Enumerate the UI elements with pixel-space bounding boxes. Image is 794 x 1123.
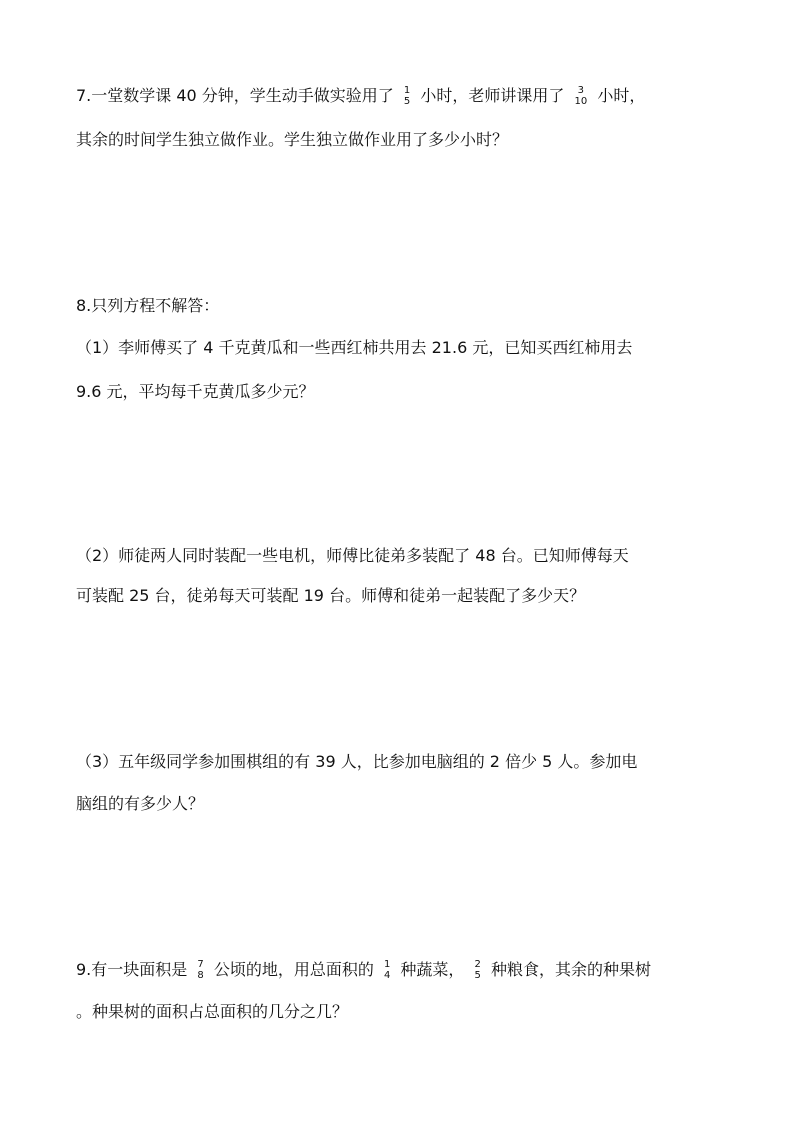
q9-line-1 bbox=[76, 958, 651, 982]
fraction-numerator: 2 bbox=[474, 958, 481, 970]
fraction-3-10 bbox=[573, 85, 588, 107]
fraction-numerator: 3 bbox=[577, 84, 585, 96]
q9-text-1: 9.有一块面积是 bbox=[76, 960, 188, 979]
q8-part1-line-2: 9.6 元，平均每千克黄瓜多少元？ bbox=[76, 382, 315, 401]
q9-text-4: 种粮食，其余的种果树 bbox=[491, 960, 652, 979]
q8-part2-line-2: 可装配 25 台，徒弟每天可装配 19 台。师傅和徒弟一起装配了多少天？ bbox=[76, 586, 586, 605]
fraction-2-5 bbox=[474, 959, 482, 981]
q7-line-2: 其余的时间学生独立做作业。学生独立做作业用了多少小时？ bbox=[76, 130, 509, 149]
q7-text-3: 小时， bbox=[597, 86, 646, 105]
q7-line-1 bbox=[76, 84, 645, 108]
q8-part3-line-2: 脑组的有多少人？ bbox=[76, 794, 205, 813]
q8-part1-line-1: （1）李师傅买了 4 千克黄瓜和一些西红柿共用去 21.6 元，已知买西红柿用去 bbox=[76, 338, 633, 357]
q8-part3-line-1: （3）五年级同学参加围棋组的有 39 人，比参加电脑组的 2 倍少 5 人。参加电 bbox=[76, 752, 638, 771]
fraction-denominator: 5 bbox=[403, 95, 411, 107]
q8-title: 8.只列方程不解答： bbox=[76, 296, 220, 315]
fraction-denominator: 5 bbox=[474, 969, 481, 981]
q8-part2-line-1: （2）师徒两人同时装配一些电机，师傅比徒弟多装配了 48 台。已知师傅每天 bbox=[76, 546, 629, 565]
fraction-denominator: 10 bbox=[574, 95, 588, 107]
fraction-1-4 bbox=[383, 959, 391, 981]
fraction-numerator: 7 bbox=[197, 958, 204, 970]
q9-text-2: 公顷的地，用总面积的 bbox=[213, 960, 374, 979]
q9-line-2: 。种果树的面积占总面积的几分之几？ bbox=[76, 1002, 349, 1021]
fraction-denominator: 4 bbox=[383, 969, 391, 981]
q9-text-3: 种蔬菜， bbox=[400, 960, 465, 979]
fraction-numerator: 1 bbox=[383, 958, 391, 970]
q7-text-1: 7.一堂数学课 40 分钟，学生动手做实验用了 bbox=[76, 86, 394, 105]
fraction-1-5 bbox=[403, 85, 411, 107]
fraction-numerator: 1 bbox=[403, 84, 411, 96]
fraction-denominator: 8 bbox=[197, 969, 204, 981]
q7-text-2: 小时，老师讲课用了 bbox=[420, 86, 565, 105]
fraction-7-8 bbox=[196, 959, 204, 981]
